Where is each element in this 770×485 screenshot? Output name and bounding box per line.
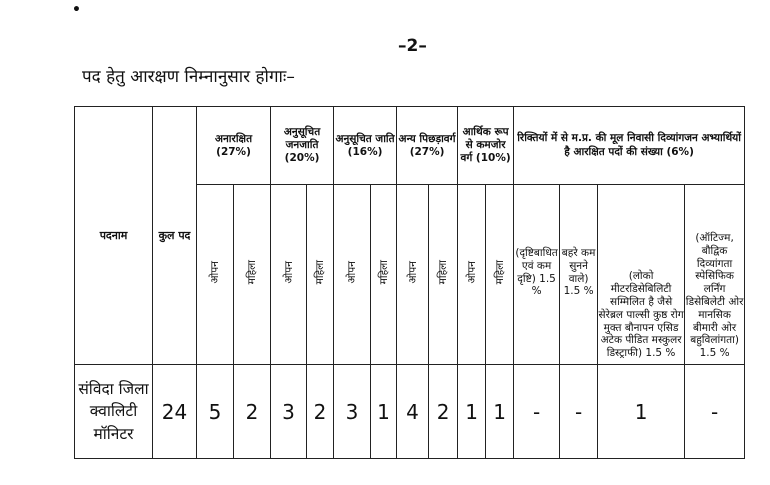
total-posts-cell: 24 (153, 365, 197, 459)
header-autism-intellectual: (ऑटिज्म, बौद्विक दिव्यांगता स्पेसिफिक लर्निंग डिसेबिलेटी ओर मानसिक बीमारी ओर बहुविलांगता) 1.5 % (685, 185, 745, 365)
value-cell: 5 (197, 365, 234, 459)
header-ews: आर्थिक रूप से कमजोर वर्ग (10%) (458, 107, 514, 185)
subheader-women: महिला (234, 185, 271, 365)
subheader-women: महिला (486, 185, 514, 365)
value-cell: 1 (371, 365, 397, 459)
top-mark: • (72, 2, 81, 18)
subheader-women: महिला (307, 185, 334, 365)
subheader-open: ओपन (197, 185, 234, 365)
subheader-open: ओपन (271, 185, 307, 365)
value-cell: 3 (334, 365, 371, 459)
subheader-open: ओपन (397, 185, 429, 365)
value-cell: 4 (397, 365, 429, 459)
disability-value-cell: - (514, 365, 560, 459)
header-post-name: पदनाम (75, 107, 153, 365)
value-cell: 3 (271, 365, 307, 459)
disability-value-cell: - (560, 365, 598, 459)
subheader-open: ओपन (458, 185, 486, 365)
reservation-table (74, 106, 745, 459)
table-row (75, 365, 745, 459)
value-cell: 1 (458, 365, 486, 459)
header-total-posts: कुल पद (153, 107, 197, 365)
post-name-cell: संविदा जिला क्वालिटी मॉनिटर (75, 365, 153, 459)
value-cell: 2 (429, 365, 458, 459)
page-number: –2– (398, 36, 427, 56)
header-unreserved: अनारक्षित (27%) (197, 107, 271, 185)
disability-value-cell: - (685, 365, 745, 459)
disability-value-cell: 1 (598, 365, 685, 459)
header-locomotor-disability: (लोको मीटरडिसेबिलिटी सम्मिलित है जैसे सेरेब्रल पाल्सी कुष्ठ रोग मुक्त बौनापन एसिड अटेक पीडित मस्कुलर डिस्ट्राफी) 1.5 % (598, 185, 685, 365)
header-visual-impairment: (दृष्टिबाधित एवं कम दृष्टि) 1.5 % (514, 185, 560, 365)
page-heading: पद हेतु आरक्षण निम्नानुसार होगाः– (82, 67, 295, 87)
header-disability-reservation: रिक्तियों में से म.प्र. की मूल निवासी दिव्यांगजन अभ्यार्थियों है आरक्षित पदों की संख्या (6%) (514, 107, 745, 185)
value-cell: 2 (307, 365, 334, 459)
value-cell: 2 (234, 365, 271, 459)
subheader-open: ओपन (334, 185, 371, 365)
subheader-women: महिला (371, 185, 397, 365)
value-cell: 1 (486, 365, 514, 459)
header-obc: अन्य पिछड़ावर्ग (27%) (397, 107, 458, 185)
subheader-women: महिला (429, 185, 458, 365)
header-scheduled-tribe: अनुसूचित जनजाति (20%) (271, 107, 334, 185)
header-hearing-impairment: बहरे कम सुनने वाले) 1.5 % (560, 185, 598, 365)
header-scheduled-caste: अनुसूचित जाति (16%) (334, 107, 397, 185)
